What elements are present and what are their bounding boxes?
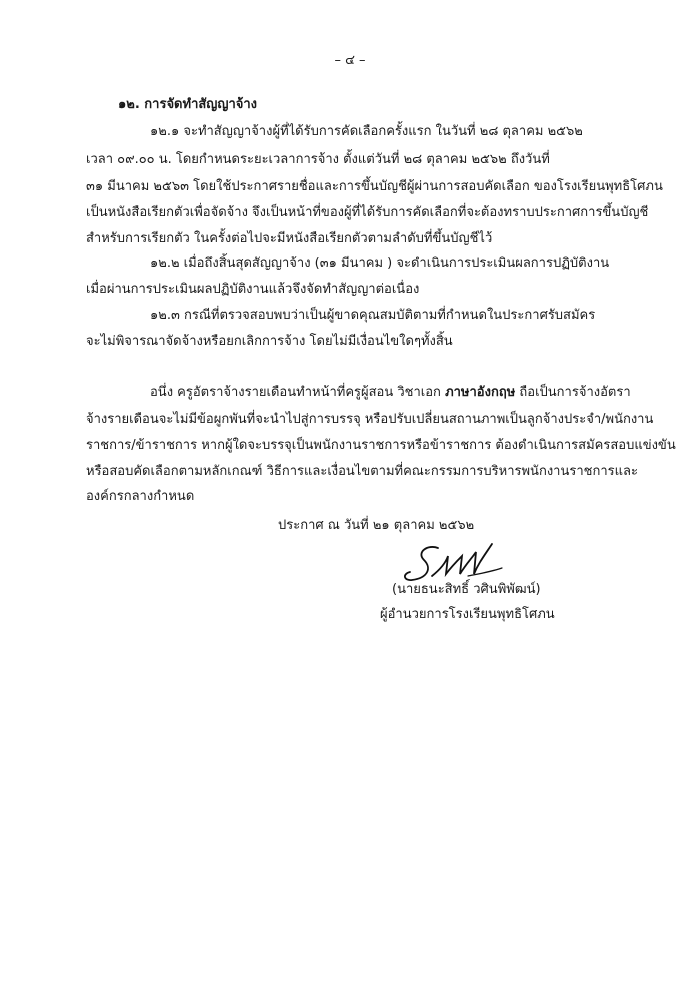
note-line-5: องค์กรกลางกำหนด: [86, 489, 195, 504]
signatory-position: ผู้อำนวยการโรงเรียนพุทธิโศภน: [380, 607, 555, 622]
item-3-line-1: ๑๒.๓ กรณีที่ตรวจสอบพบว่าเป็นผู้ขาดคุณสมบัติตามที่กำหนดในประกาศรับสมัคร: [150, 308, 596, 323]
note-line-4: หรือสอบคัดเลือกตามหลักเกณฑ์ วิธีการและเงื่อนไขตามที่คณะกรรมการบริหารพนักงานราชการและ: [86, 464, 638, 479]
item-1-line-1: ๑๒.๑ จะทำสัญญาจ้างผู้ที่ได้รับการคัดเลือกครั้งแรก ในวันที่ ๒๘ ตุลาคม ๒๕๖๒: [150, 124, 583, 139]
item-1-line-5: สำหรับการเรียกตัว ในครั้งต่อไปจะมีหนังสือเรียกตัวตามลำดับที่ขึ้นบัญชีไว้: [86, 231, 493, 246]
note-line-1: [150, 384, 631, 402]
announcement-date: ประกาศ ณ วันที่ ๒๑ ตุลาคม ๒๕๖๒: [278, 518, 475, 533]
note-line-1-before: อนึ่ง ครูอัตราจ้างรายเดือนทำหน้าที่ครูผู้สอน วิชาเอก: [150, 385, 446, 400]
section-heading: ๑๒. การจัดทำสัญญาจ้าง: [118, 97, 258, 112]
note-line-3: ราชการ/ข้าราชการ หากผู้ใดจะบรรจุเป็นพนักงานราชการหรือข้าราชการ ต้องดำเนินการสมัครสอบแข่งขัน: [86, 438, 676, 453]
item-2-line-1: ๑๒.๒ เมื่อถึงสิ้นสุดสัญญาจ้าง (๓๑ มีนาคม ) จะดำเนินการประเมินผลการปฏิบัติงาน: [150, 256, 610, 271]
item-1-line-2: เวลา ๐๙.๐๐ น. โดยกำหนดระยะเวลาการจ้าง ตั้งแต่วันที่ ๒๘ ตุลาคม ๒๕๖๒ ถึงวันที่: [86, 152, 550, 167]
item-1-line-4: เป็นหนังสือเรียกตัวเพื่อจัดจ้าง จึงเป็นหน้าที่ของผู้ที่ได้รับการคัดเลือกที่จะต้องทราบประกาศการขึ้นบัญชี: [86, 205, 649, 220]
note-line-1-after: ถือเป็นการจ้างอัตรา: [515, 385, 631, 400]
page-number: – ๔ –: [334, 53, 366, 68]
item-1-line-3: ๓๑ มีนาคม ๒๕๖๓ โดยใช้ประกาศรายชื่อและการขึ้นบัญชีผู้ผ่านการสอบคัดเลือก ของโรงเรียนพุทธิโศภน: [86, 179, 663, 194]
note-line-2: จ้างรายเดือนจะไม่มีข้อผูกพันที่จะนำไปสู่การบรรจุ หรือปรับเปลี่ยนสถานภาพเป็นลูกจ้างประจำ/พนักงาน: [86, 412, 654, 427]
note-subject-bold: ภาษาอังกฤษ: [445, 385, 516, 400]
signatory-name: (นายธนะสิทธิ์ วศินพิพัฒน์): [392, 582, 541, 597]
item-2-line-2: เมื่อผ่านการประเมินผลปฏิบัติงานแล้วจึงจัดทำสัญญาต่อเนื่อง: [86, 282, 420, 297]
item-3-line-2: จะไม่พิจารณาจัดจ้างหรือยกเลิกการจ้าง โดยไม่มีเงื่อนไขใดๆทั้งสิ้น: [86, 334, 453, 349]
